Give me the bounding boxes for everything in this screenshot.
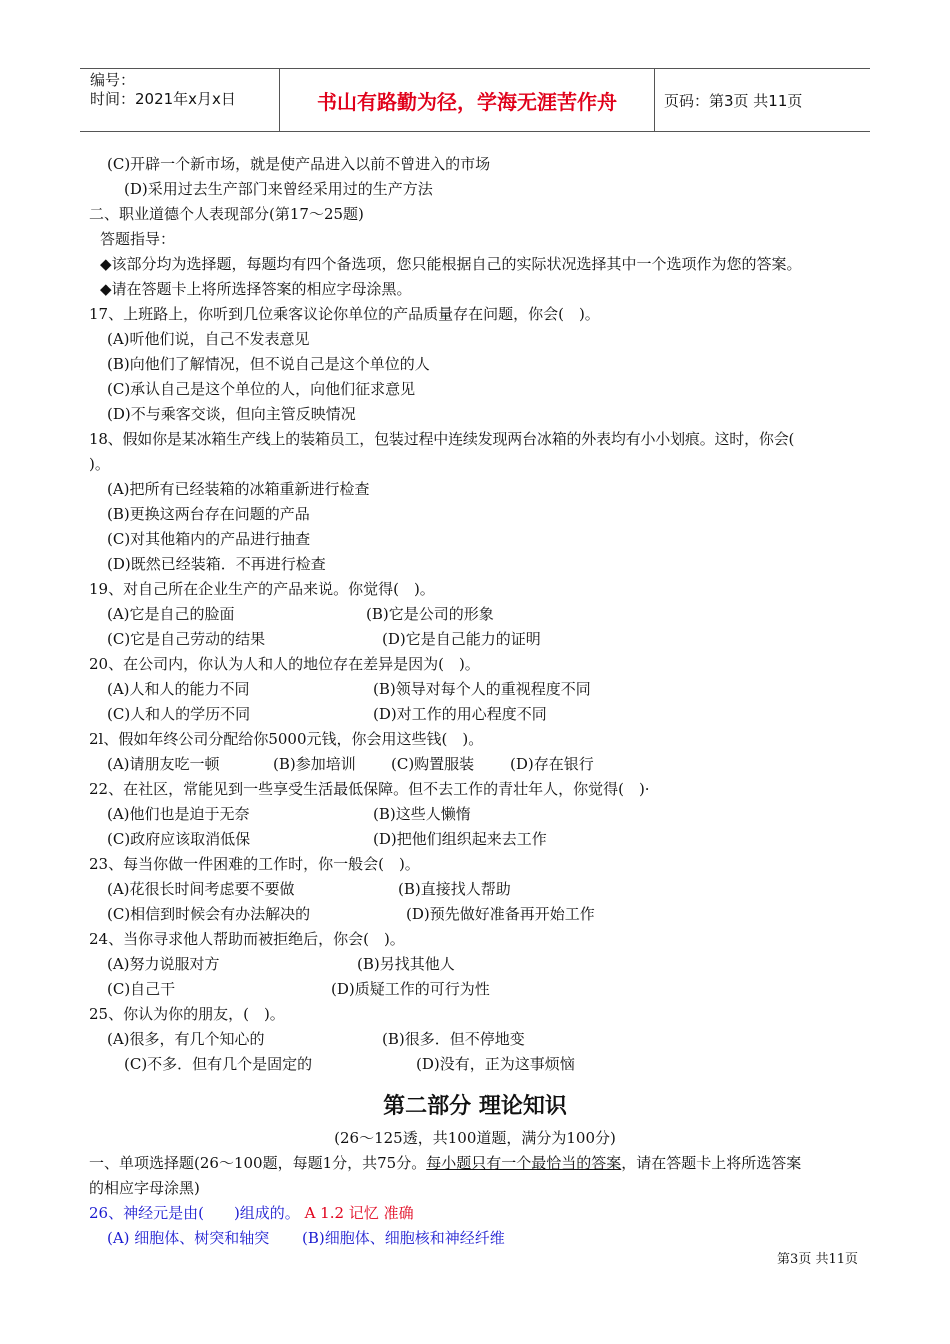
option-line: (A)他们也是迫于无奈 xyxy=(107,805,250,823)
time-label: 时间：2021年x月x日 xyxy=(90,90,236,108)
option-line: (B)它是公司的形象 xyxy=(366,605,494,623)
question-20: 20、在公司内，你认为人和人的地位存在差异是因为( )。 xyxy=(89,655,480,673)
header-motto: 书山有路勤为径，学海无涯苦作舟 xyxy=(280,69,655,131)
option-line: (C)政府应该取消低保 xyxy=(107,830,251,848)
question-24: 24、当你寻求他人帮助而被拒绝后，你会( )。 xyxy=(89,930,405,948)
option-line: (A)请朋友吃一顿 xyxy=(107,755,220,773)
question-23: 23、每当你做一件困难的工作时，你一般会( )。 xyxy=(89,855,420,873)
option-line: (C)对其他箱内的产品进行抽查 xyxy=(107,530,311,548)
option-line: (B)细胞体、细胞核和神经纤维 xyxy=(302,1229,505,1247)
option-line: (A)努力说服对方 xyxy=(107,955,220,973)
part-subtitle: (26～125透，共100道题，满分为100分) xyxy=(334,1129,616,1147)
option-line: (A) 细胞体、树突和轴突 xyxy=(107,1229,270,1247)
option-line: (B)直接找人帮助 xyxy=(398,880,511,898)
option-line: (D)采用过去生产部门来曾经采用过的生产方法 xyxy=(124,180,433,198)
option-line: (A)花很长时间考虑要不要做 xyxy=(107,880,295,898)
page-footer: 第3页 共11页 xyxy=(777,1252,858,1267)
part-title: 第二部分 理论知识 xyxy=(383,1094,567,1119)
section-intro xyxy=(89,1153,801,1173)
option-line: (B)向他们了解情况，但不说自己是这个单位的人 xyxy=(107,355,430,373)
option-line: (D)对工作的用心程度不同 xyxy=(373,705,547,723)
option-line: (C)相信到时候会有办法解决的 xyxy=(107,905,311,923)
question-18-cont: )。 xyxy=(89,455,110,473)
question-22: 22、在社区，常能见到一些享受生活最低保障。但不去工作的青壮年人，你觉得( )· xyxy=(89,780,650,798)
option-line: (C)不多．但有几个是固定的 xyxy=(124,1055,313,1073)
option-line: (D)把他们组织起来去工作 xyxy=(373,830,547,848)
question-26 xyxy=(89,1203,414,1223)
option-line: (B)领导对每个人的重视程度不同 xyxy=(373,680,591,698)
option-line: (D)它是自己能力的证明 xyxy=(382,630,541,648)
question-26-answer-note: A 1.2 记忆 准确 xyxy=(304,1204,414,1222)
option-line: (B)另找其他人 xyxy=(357,955,455,973)
option-line: (B)很多．但不停地变 xyxy=(382,1030,525,1048)
option-line: (D)既然已经装箱．不再进行检查 xyxy=(107,555,326,573)
option-line: (D)存在银行 xyxy=(510,755,594,773)
option-line: (A)人和人的能力不同 xyxy=(107,680,250,698)
option-line: (A)它是自己的脸面 xyxy=(107,605,235,623)
option-line: (C)自己干 xyxy=(107,980,176,998)
option-line: (D)质疑工作的可行为性 xyxy=(331,980,490,998)
question-25: 25、你认为你的朋友，( )。 xyxy=(89,1005,285,1023)
section-intro-text: 一、单项选择题(26～100题，每题1分，共75分。 xyxy=(89,1154,427,1172)
option-line: (C)开辟一个新市场，就是使产品进入以前不曾进入的市场 xyxy=(107,155,491,173)
option-line: (A)把所有已经装箱的冰箱重新进行检查 xyxy=(107,480,370,498)
option-line: (D)预先做好准备再开始工作 xyxy=(406,905,595,923)
option-line: (B)这些人懒惰 xyxy=(373,805,471,823)
option-line: (D)没有，正为这事烦恼 xyxy=(416,1055,575,1073)
option-line: (C)购置服装 xyxy=(391,755,475,773)
question-19: 19、对自己所在企业生产的产品来说。你觉得( )。 xyxy=(89,580,435,598)
header-page-number: 页码：第3页 共11页 xyxy=(664,91,803,110)
instruction-heading: 答题指导： xyxy=(100,230,176,248)
header-meta xyxy=(80,69,280,131)
question-21: 2l、假如年终公司分配给你5000元钱，你会用这些钱( )。 xyxy=(89,730,484,748)
option-line: (B)参加培训 xyxy=(273,755,356,773)
option-line: (C)人和人的学历不同 xyxy=(107,705,251,723)
option-line: (C)它是自己劳动的结果 xyxy=(107,630,266,648)
option-line: (C)承认自己是这个单位的人，向他们征求意见 xyxy=(107,380,416,398)
page-header xyxy=(80,68,870,132)
option-line: (A)听他们说，自己不发表意见 xyxy=(107,330,310,348)
question-26-text: 26、神经元是由( )组成的。 xyxy=(89,1204,300,1222)
option-line: (B)更换这两台存在问题的产品 xyxy=(107,505,310,523)
question-18: 18、假如你是某冰箱生产线上的装箱员工，包装过程中连续发现两台冰箱的外表均有小小划痕。这时，你会( xyxy=(89,430,795,448)
section-intro-underlined: 每小题只有一个最恰当的答案 xyxy=(426,1154,622,1172)
option-line: (A)很多，有几个知心的 xyxy=(107,1030,265,1048)
question-17: 17、上班路上，你听到几位乘客议论你单位的产品质量存在问题，你会( )。 xyxy=(89,305,600,323)
section-intro-text-2: ，请在答题卡上将所选答案 xyxy=(621,1154,802,1172)
code-label: 编号： xyxy=(90,71,136,89)
option-line: (D)不与乘客交谈，但向主管反映情况 xyxy=(107,405,356,423)
section-heading: 二、职业道德个人表现部分(第17～25题) xyxy=(89,205,364,223)
instruction-line: ◆该部分均为选择题，每题均有四个备选项，您只能根据自己的实际状况选择其中一个选项作为您的答案。 xyxy=(100,255,802,273)
section-intro-cont: 的相应字母涂黑) xyxy=(89,1179,200,1197)
instruction-line: ◆请在答题卡上将所选择答案的相应字母涂黑。 xyxy=(100,280,412,298)
